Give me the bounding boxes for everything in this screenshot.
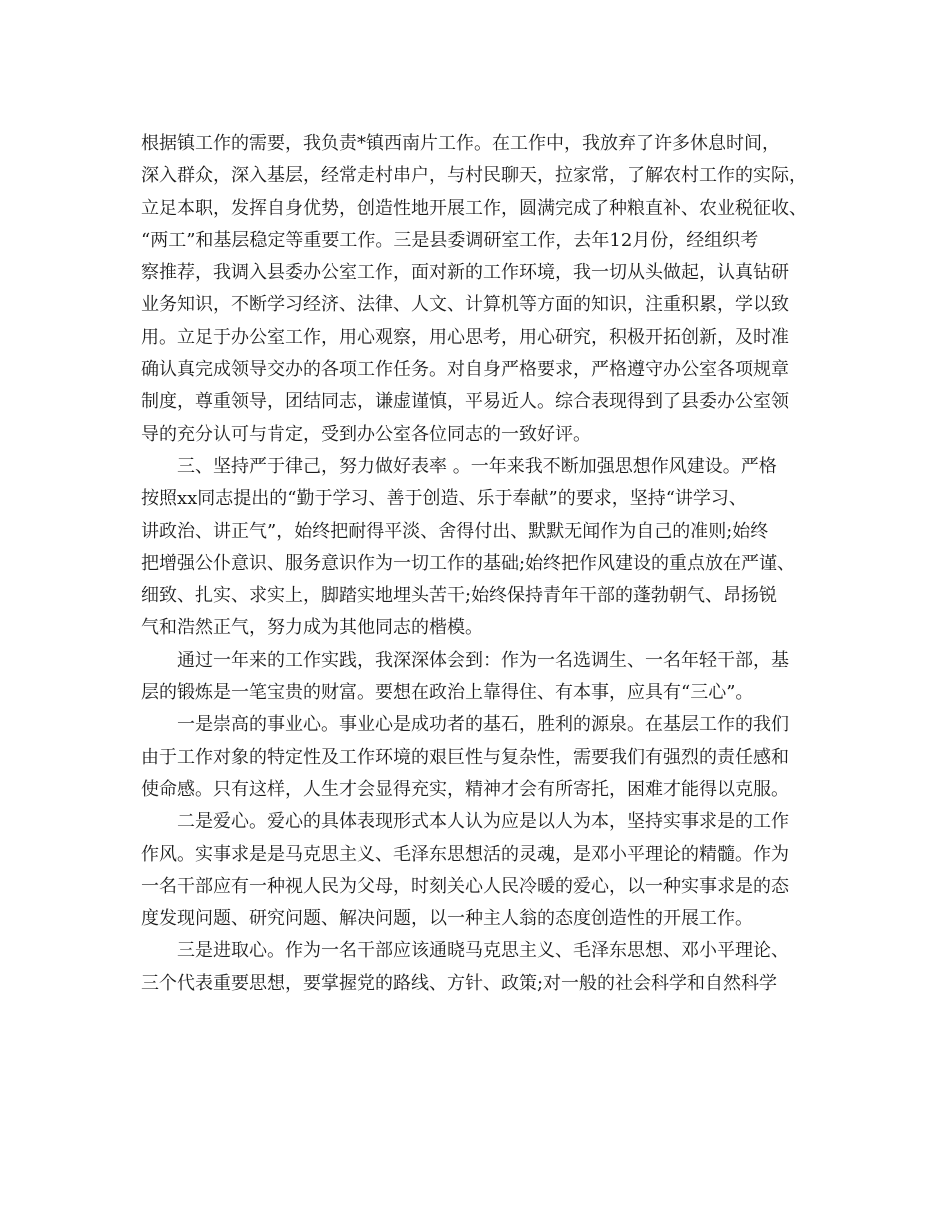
text-line: 由于工作对象的特定性及工作环境的艰巨性与复杂性，需要我们有强烈的责任感和	[141, 746, 789, 768]
text-line: 把增强公仆意识、服务意识作为一切工作的基础;始终把作风建设的重点放在严谨、	[141, 552, 796, 574]
text-line: 使命感。只有这样，人生才会显得充实，精神才会有所寄托，困难才能得以克服。	[141, 778, 789, 800]
text-line: 确认真完成领导交办的各项工作任务。对自身严格要求，严格遵守办公室各项规章	[141, 359, 789, 381]
text-line: “两工”和基层稳定等重要工作。三是县委调研室工作，去年12月份，经组织考	[141, 229, 759, 251]
text-line: 一名干部应有一种视人民为父母，时刻关心人民冷暖的爱心，以一种实事求是的态	[141, 875, 789, 897]
text-line: 度发现问题、研究问题、解决问题，以一种主人翁的态度创造性的开展工作。	[141, 908, 753, 930]
text-line: 根据镇工作的需要，我负责*镇西南片工作。在工作中，我放弃了许多休息时间，	[141, 133, 780, 154]
text-line: 制度，尊重领导，团结同志，谦虚谨慎，平易近人。综合表现得到了县委办公室领	[141, 391, 789, 413]
text-line: 通过一年来的工作实践，我深深体会到：作为一名选调生、一名年轻干部，基	[177, 649, 789, 671]
text-line: 三是进取心。作为一名干部应该通晓马克思主义、毛泽东思想、邓小平理论、	[177, 940, 789, 962]
text-line: 深入群众，深入基层，经常走村串户，与村民聊天，拉家常，了解农村工作的实际，	[141, 165, 807, 187]
text-line: 业务知识，不断学习经济、法律、人文、计算机等方面的知识，注重积累，学以致	[141, 294, 789, 316]
text-line: 三个代表重要思想，要掌握党的路线、方针、政策;对一般的社会科学和自然科学	[141, 972, 778, 994]
document-body	[141, 128, 817, 1000]
text-line: 作风。实事求是是马克思主义、毛泽东思想活的灵魂，是邓小平理论的精髓。作为	[141, 843, 789, 865]
text-line: 立足本职，发挥自身优势，创造性地开展工作，圆满完成了种粮直补、农业税征收、	[141, 197, 807, 219]
text-line: 三、坚持严于律己，努力做好表率 。一年来我不断加强思想作风建设。严格	[177, 455, 777, 477]
text-line: 讲政治、讲正气”，始终把耐得平淡、舍得付出、默默无闻作为自己的准则;始终	[141, 520, 769, 542]
text-line: 按照xx同志提出的“勤于学习、善于创造、乐于奉献”的要求，坚持“讲学习、	[141, 488, 747, 510]
text-line: 用。立足于办公室工作，用心观察，用心思考，用心研究，积极开拓创新，及时准	[141, 326, 789, 348]
text-line: 导的充分认可与肯定，受到办公室各位同志的一致好评。	[141, 423, 591, 445]
text-line: 一是崇高的事业心。事业心是成功者的基石，胜利的源泉。在基层工作的我们	[177, 714, 789, 736]
text-line: 细致、扎实、求实上，脚踏实地埋头苦干;始终保持青年干部的蓬勃朝气、昂扬锐	[141, 585, 778, 607]
text-line: 二是爱心。爱心的具体表现形式本人认为应是以人为本，坚持实事求是的工作	[177, 811, 789, 833]
text-line: 气和浩然正气，努力成为其他同志的楷模。	[141, 617, 483, 639]
text-line: 层的锻炼是一笔宝贵的财富。要想在政治上靠得住、有本事，应具有“三心”。	[141, 682, 754, 704]
text-line: 察推荐，我调入县委办公室工作，面对新的工作环境，我一切从头做起，认真钻研	[141, 262, 789, 284]
